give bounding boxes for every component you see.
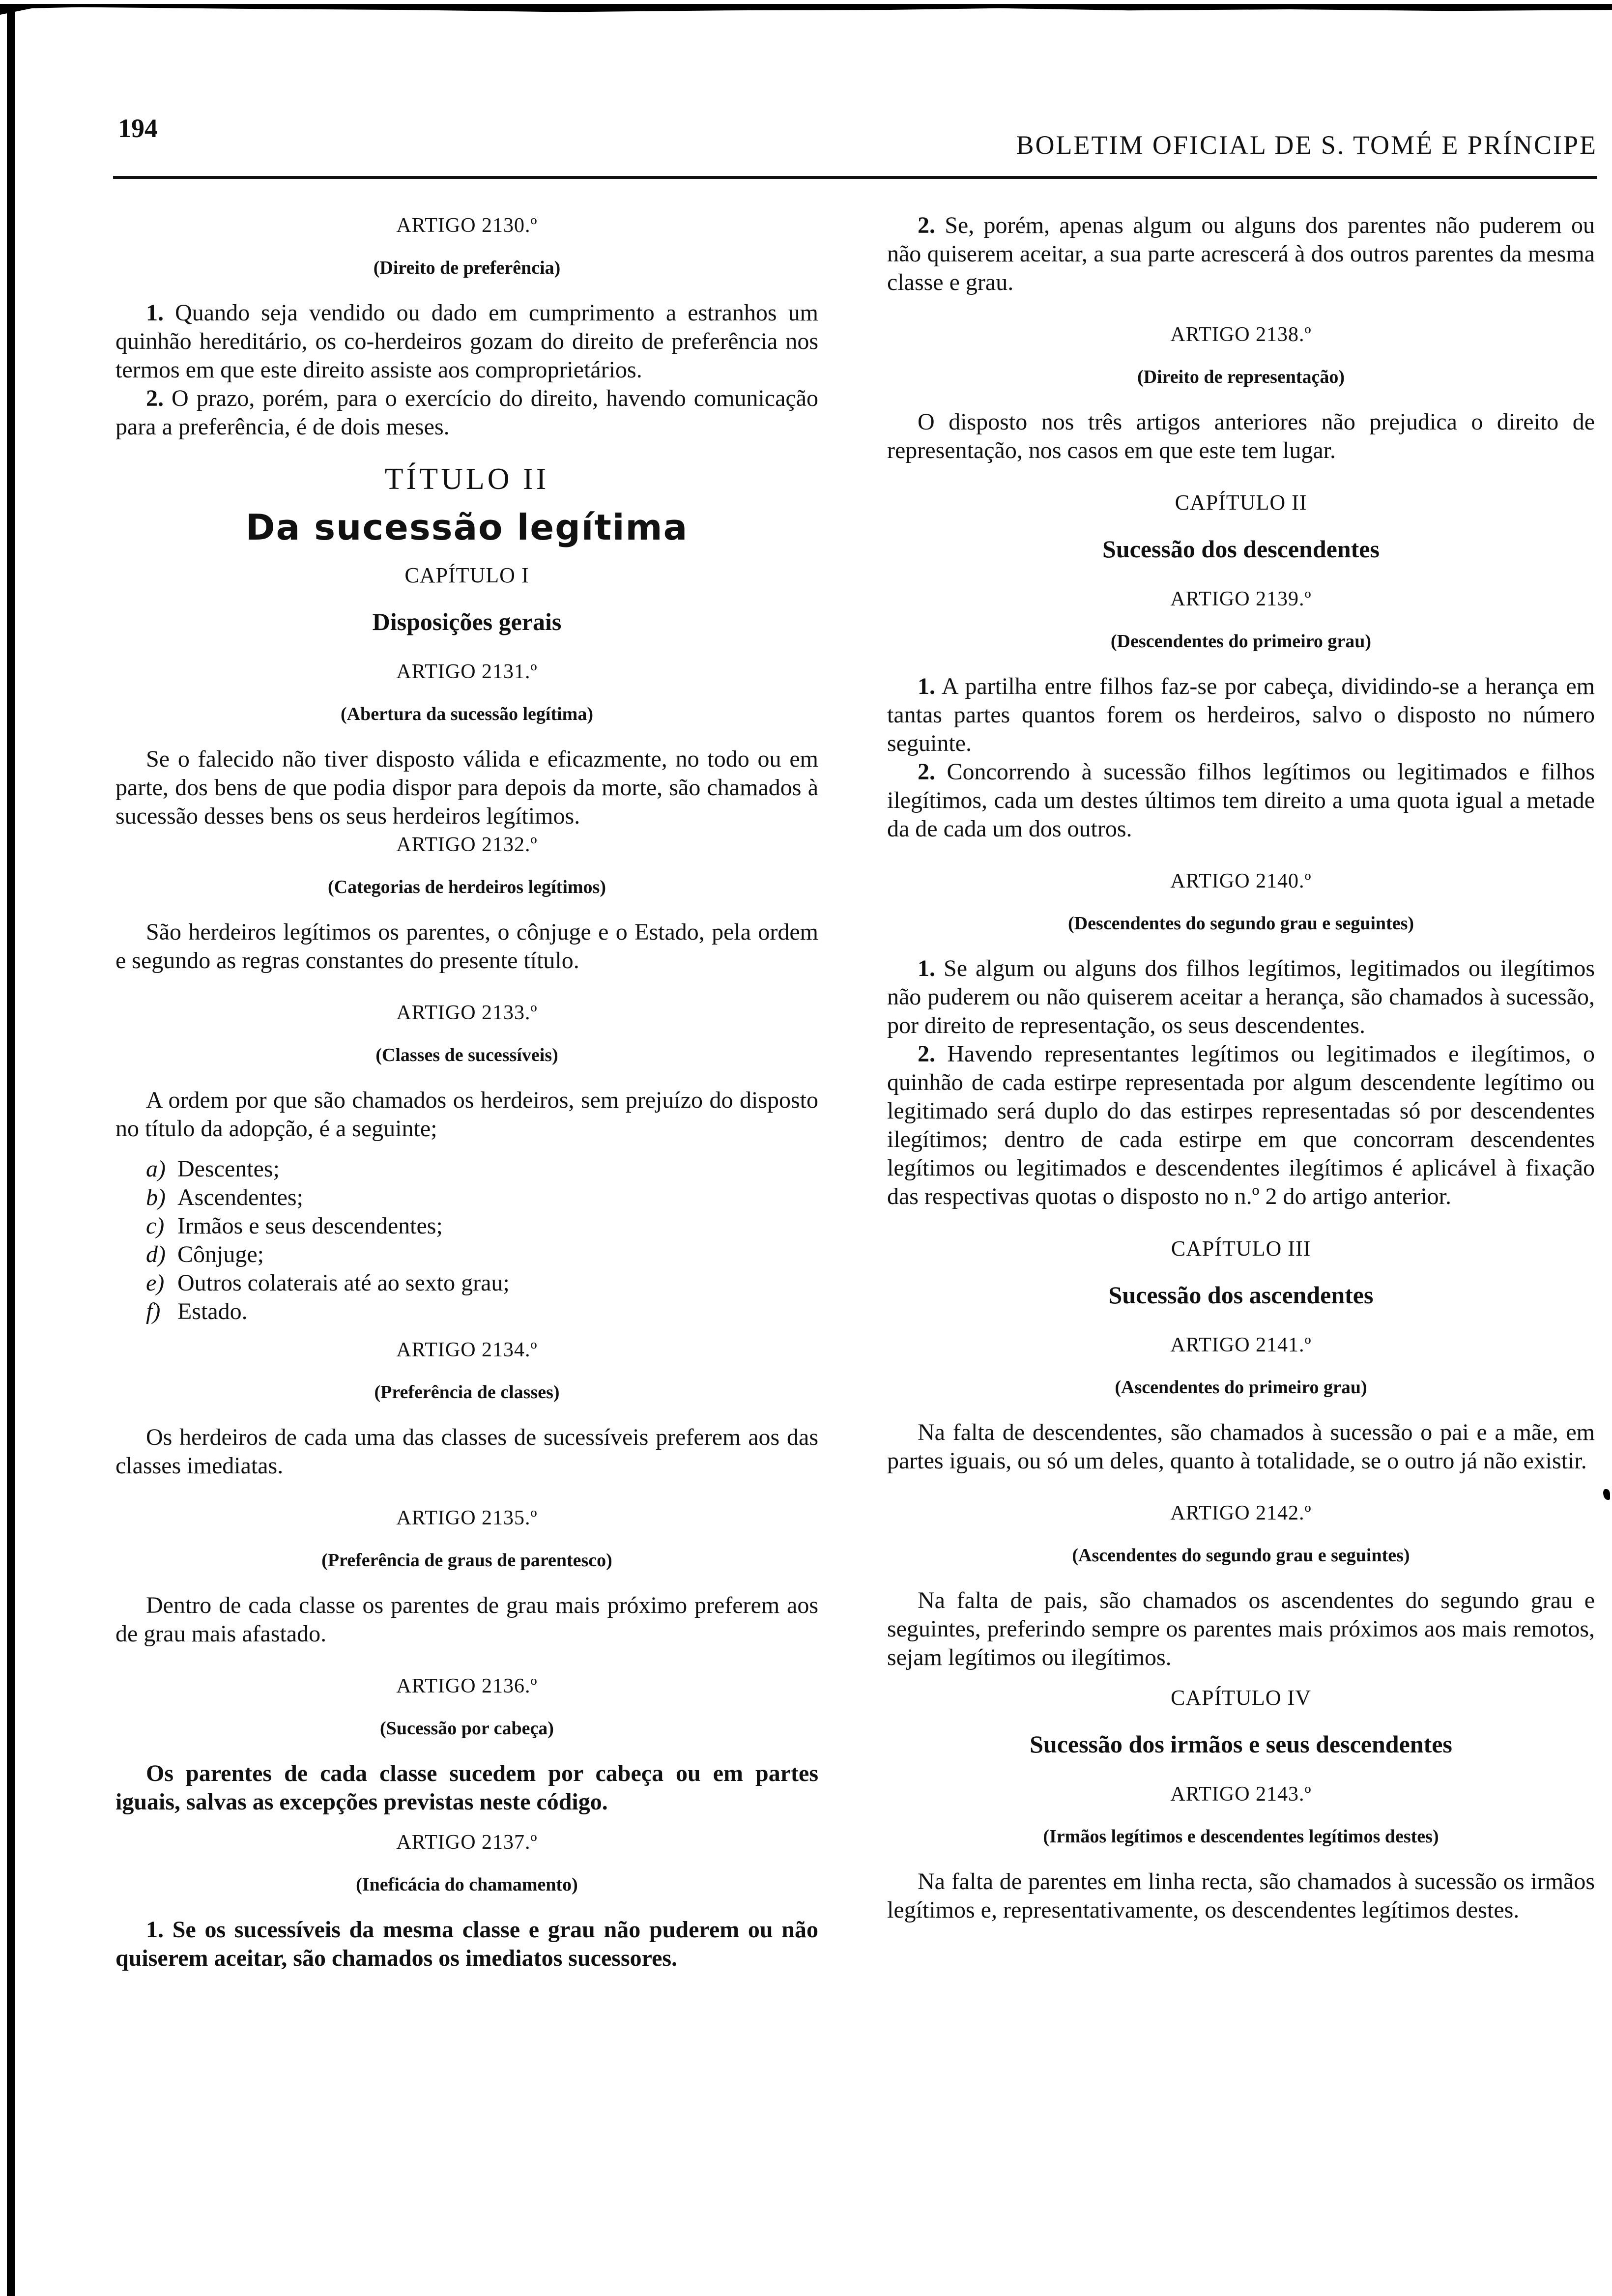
article-rubric: (Descendentes do primeiro grau) <box>1110 631 1372 652</box>
article-2130 <box>115 211 818 441</box>
article-rubric: (Preferência de graus de parentesco) <box>321 1550 612 1571</box>
paragraph <box>887 954 1595 1040</box>
article-heading: ARTIGO 2143.º <box>1170 1783 1312 1806</box>
chapter-heading: CAPÍTULO IV <box>1171 1686 1311 1710</box>
article-2141 <box>887 1331 1595 1475</box>
paragraph-number: 2. <box>146 385 164 411</box>
paragraph-number: 1. <box>146 300 164 326</box>
article-2135 <box>115 1504 818 1648</box>
chapter-subtitle: Sucessão dos irmãos e seus descendentes <box>1030 1730 1452 1758</box>
right-column <box>887 211 1595 1948</box>
chapter-heading: CAPÍTULO I <box>404 563 529 587</box>
paragraph-text: Concorrendo à sucessão filhos legítimos ou legitimados e filhos ilegítimos, cada um destes últimos tem direito a uma quota igual a metade da de cada um dos outros. <box>887 759 1595 842</box>
paragraph-text: Se algum ou alguns dos filhos legítimos, legitimados ou ilegítimos não puderem ou não quiserem aceitar a herança, são chamados à sucessão, por direito de representação, os seus descendentes. <box>887 955 1595 1038</box>
page-number: 194 <box>118 114 158 143</box>
list-item <box>115 1183 818 1212</box>
paragraph <box>887 1040 1595 1211</box>
titulo-heading: TÍTULO II <box>384 462 549 496</box>
paragraph <box>115 1916 818 1973</box>
paragraph <box>887 211 1595 297</box>
scan-artifact <box>1603 1489 1610 1500</box>
article-2134 <box>115 1336 818 1480</box>
paragraph-text: Na falta de parentes em linha recta, são chamados à sucessão os irmãos legítimos e, representativamente, os descendentes legítimos destes. <box>887 1868 1595 1923</box>
article-rubric: (Ascendentes do primeiro grau) <box>1115 1377 1367 1398</box>
paragraph-text: Se os sucessíveis da mesma classe e grau não puderem ou não quiserem aceitar, são chamados os imediatos sucessores. <box>115 1917 818 1971</box>
paragraph-text: A ordem por que são chamados os herdeiros, sem prejuízo do disposto no título da adopção, é a seguinte; <box>115 1087 818 1142</box>
article-2140 <box>887 867 1595 1211</box>
article-heading: ARTIGO 2142.º <box>1170 1502 1312 1524</box>
article-heading: ARTIGO 2134.º <box>396 1339 538 1361</box>
article-rubric: (Direito de preferência) <box>373 258 561 278</box>
article-heading: ARTIGO 2131.º <box>396 660 538 683</box>
list-item <box>115 1212 818 1240</box>
paragraph-text: São herdeiros legítimos os parentes, o cônjuge e o Estado, pela ordem e segundo as regras constantes do presente título. <box>115 919 818 974</box>
article-rubric: (Classes de sucessíveis) <box>375 1045 558 1065</box>
list-item-label: d) <box>146 1241 166 1267</box>
heir-classes-list <box>115 1155 818 1326</box>
header-rule <box>113 176 1597 179</box>
list-item-text: Estado. <box>177 1298 248 1324</box>
scan-top-edge <box>0 4 1612 15</box>
article-2136 <box>115 1672 818 1816</box>
list-item-label: c) <box>146 1213 165 1239</box>
paragraph-text: Na falta de pais, são chamados os ascendentes do segundo grau e seguintes, preferindo sempre os parentes mais próximos aos mais remotos, sejam legítimos ou ilegítimos. <box>887 1587 1595 1670</box>
paragraph-number: 1. <box>146 1917 164 1943</box>
article-2142 <box>887 1499 1595 1672</box>
paragraph <box>887 672 1595 758</box>
paragraph-number: 1. <box>918 673 935 699</box>
chapter-heading: CAPÍTULO III <box>1171 1236 1311 1261</box>
article-2133 <box>115 999 818 1326</box>
list-item-label: b) <box>146 1184 166 1210</box>
article-heading: ARTIGO 2135.º <box>396 1507 538 1529</box>
article-heading: ARTIGO 2139.º <box>1170 588 1312 610</box>
chapter-subtitle: Sucessão dos descendentes <box>1102 535 1380 563</box>
article-heading: ARTIGO 2130.º <box>396 214 538 237</box>
article-heading: ARTIGO 2138.º <box>1170 323 1312 346</box>
article-rubric: (Irmãos legítimos e descendentes legítimos destes) <box>1043 1826 1439 1847</box>
list-item-label: f) <box>146 1298 161 1324</box>
paragraph-text: Quando seja vendido ou dado em cumprimento a estranhos um quinhão hereditário, os co-herdeiros gozam do direito de preferência nos termos em que este direito assiste aos comproprietários. <box>115 300 818 383</box>
chapter-subtitle: Sucessão dos ascendentes <box>1108 1281 1374 1309</box>
chapter-heading: CAPÍTULO II <box>1175 490 1307 515</box>
list-item-text: Ascendentes; <box>177 1184 303 1210</box>
article-rubric: (Preferência de classes) <box>374 1382 560 1403</box>
list-item-text: Irmãos e seus descendentes; <box>177 1213 443 1239</box>
list-item-label: a) <box>146 1156 166 1182</box>
list-item-text: Descentes; <box>177 1156 280 1182</box>
paragraph-text: Os herdeiros de cada uma das classes de sucessíveis preferem aos das classes imediatas. <box>115 1424 818 1479</box>
paragraph-text: Havendo representantes legítimos ou legitimados e ilegítimos, o quinhão de cada estirpe representada por algum descendente legítimo ou legitimado será duplo do das estirpes representadas só por descendentes ilegítimos; dentro de cada estirpe em que concorram descendentes legítimos ou legitimados e descendentes ilegítimos é aplicável à fixação das respectivas quotas o disposto no n.º 2 do artigo anterior. <box>887 1041 1595 1209</box>
list-item-text: Cônjuge; <box>177 1241 264 1267</box>
article-rubric: (Abertura da sucessão legítima) <box>341 704 593 724</box>
scan-left-edge <box>7 10 15 2296</box>
article-heading: ARTIGO 2141.º <box>1170 1334 1312 1356</box>
article-2143 <box>887 1780 1595 1924</box>
article-2137 <box>115 1828 818 1973</box>
article-2139 <box>887 585 1595 843</box>
paragraph-number: 2. <box>918 1041 935 1067</box>
article-2138 <box>887 320 1595 465</box>
article-heading: ARTIGO 2140.º <box>1170 870 1312 892</box>
list-item <box>115 1269 818 1297</box>
article-heading: ARTIGO 2136.º <box>396 1675 538 1697</box>
article-rubric: (Descendentes do segundo grau e seguintes) <box>1067 913 1414 934</box>
titulo-subtitle: Da sucessão legítima <box>245 507 689 548</box>
article-rubric: (Ineficácia do chamamento) <box>356 1874 578 1895</box>
article-2131 <box>115 658 818 831</box>
left-column <box>115 211 818 1996</box>
article-2137-continued <box>887 211 1595 297</box>
article-rubric: (Sucessão por cabeça) <box>380 1718 554 1739</box>
chapter-subtitle: Disposições gerais <box>372 608 562 635</box>
paragraph-number: 1. <box>918 955 935 981</box>
list-item <box>115 1155 818 1183</box>
journal-title: BOLETIM OFICIAL DE S. TOMÉ E PRÍNCIPE <box>1016 130 1597 160</box>
list-item <box>115 1297 818 1326</box>
paragraph-number: 2. <box>918 212 935 238</box>
list-item <box>115 1240 818 1269</box>
paragraph-text: O prazo, porém, para o exercício do direito, havendo comunicação para a preferência, é de dois meses. <box>115 385 818 440</box>
article-rubric: (Direito de representação) <box>1137 367 1345 387</box>
list-item-label: e) <box>146 1270 165 1296</box>
paragraph <box>887 758 1595 843</box>
paragraph-text: Na falta de descendentes, são chamados à sucessão o pai e a mãe, em partes iguais, ou só um deles, quanto à totalidade, se o outro já não existir. <box>887 1419 1595 1474</box>
paragraph-text: O disposto nos três artigos anteriores não prejudica o direito de representação, nos casos em que este tem lugar. <box>887 409 1595 463</box>
article-heading: ARTIGO 2137.º <box>396 1831 538 1854</box>
article-rubric: (Ascendentes do segundo grau e seguintes) <box>1072 1545 1410 1566</box>
paragraph <box>115 299 818 384</box>
article-heading: ARTIGO 2132.º <box>396 833 538 856</box>
article-rubric: (Categorias de herdeiros legítimos) <box>327 877 606 897</box>
article-heading: ARTIGO 2133.º <box>396 1002 538 1024</box>
article-2132 <box>115 831 818 975</box>
paragraph-number: 2. <box>918 759 935 785</box>
page-header <box>118 113 1597 167</box>
paragraph-text: Se o falecido não tiver disposto válida e eficazmente, no todo ou em parte, dos bens de que podia dispor para depois da morte, são chamados à sucessão desses bens os seus herdeiros legítimos. <box>115 746 818 829</box>
paragraph-text: A partilha entre filhos faz-se por cabeça, dividindo-se a herança em tantas partes quantos forem os herdeiros, salvo o disposto no número seguinte. <box>887 673 1595 756</box>
paragraph <box>115 384 818 441</box>
paragraph-text: Se, porém, apenas algum ou alguns dos parentes não puderem ou não quiserem aceitar, a sua parte acrescerá à dos outros parentes da mesma classe e grau. <box>887 212 1595 295</box>
paragraph-text: Os parentes de cada classe sucedem por cabeça ou em partes iguais, salvas as excepções previstas neste código. <box>115 1760 818 1815</box>
list-item-text: Outros colaterais até ao sexto grau; <box>177 1270 510 1296</box>
paragraph-text: Dentro de cada classe os parentes de grau mais próximo preferem aos de grau mais afastado. <box>115 1592 818 1647</box>
